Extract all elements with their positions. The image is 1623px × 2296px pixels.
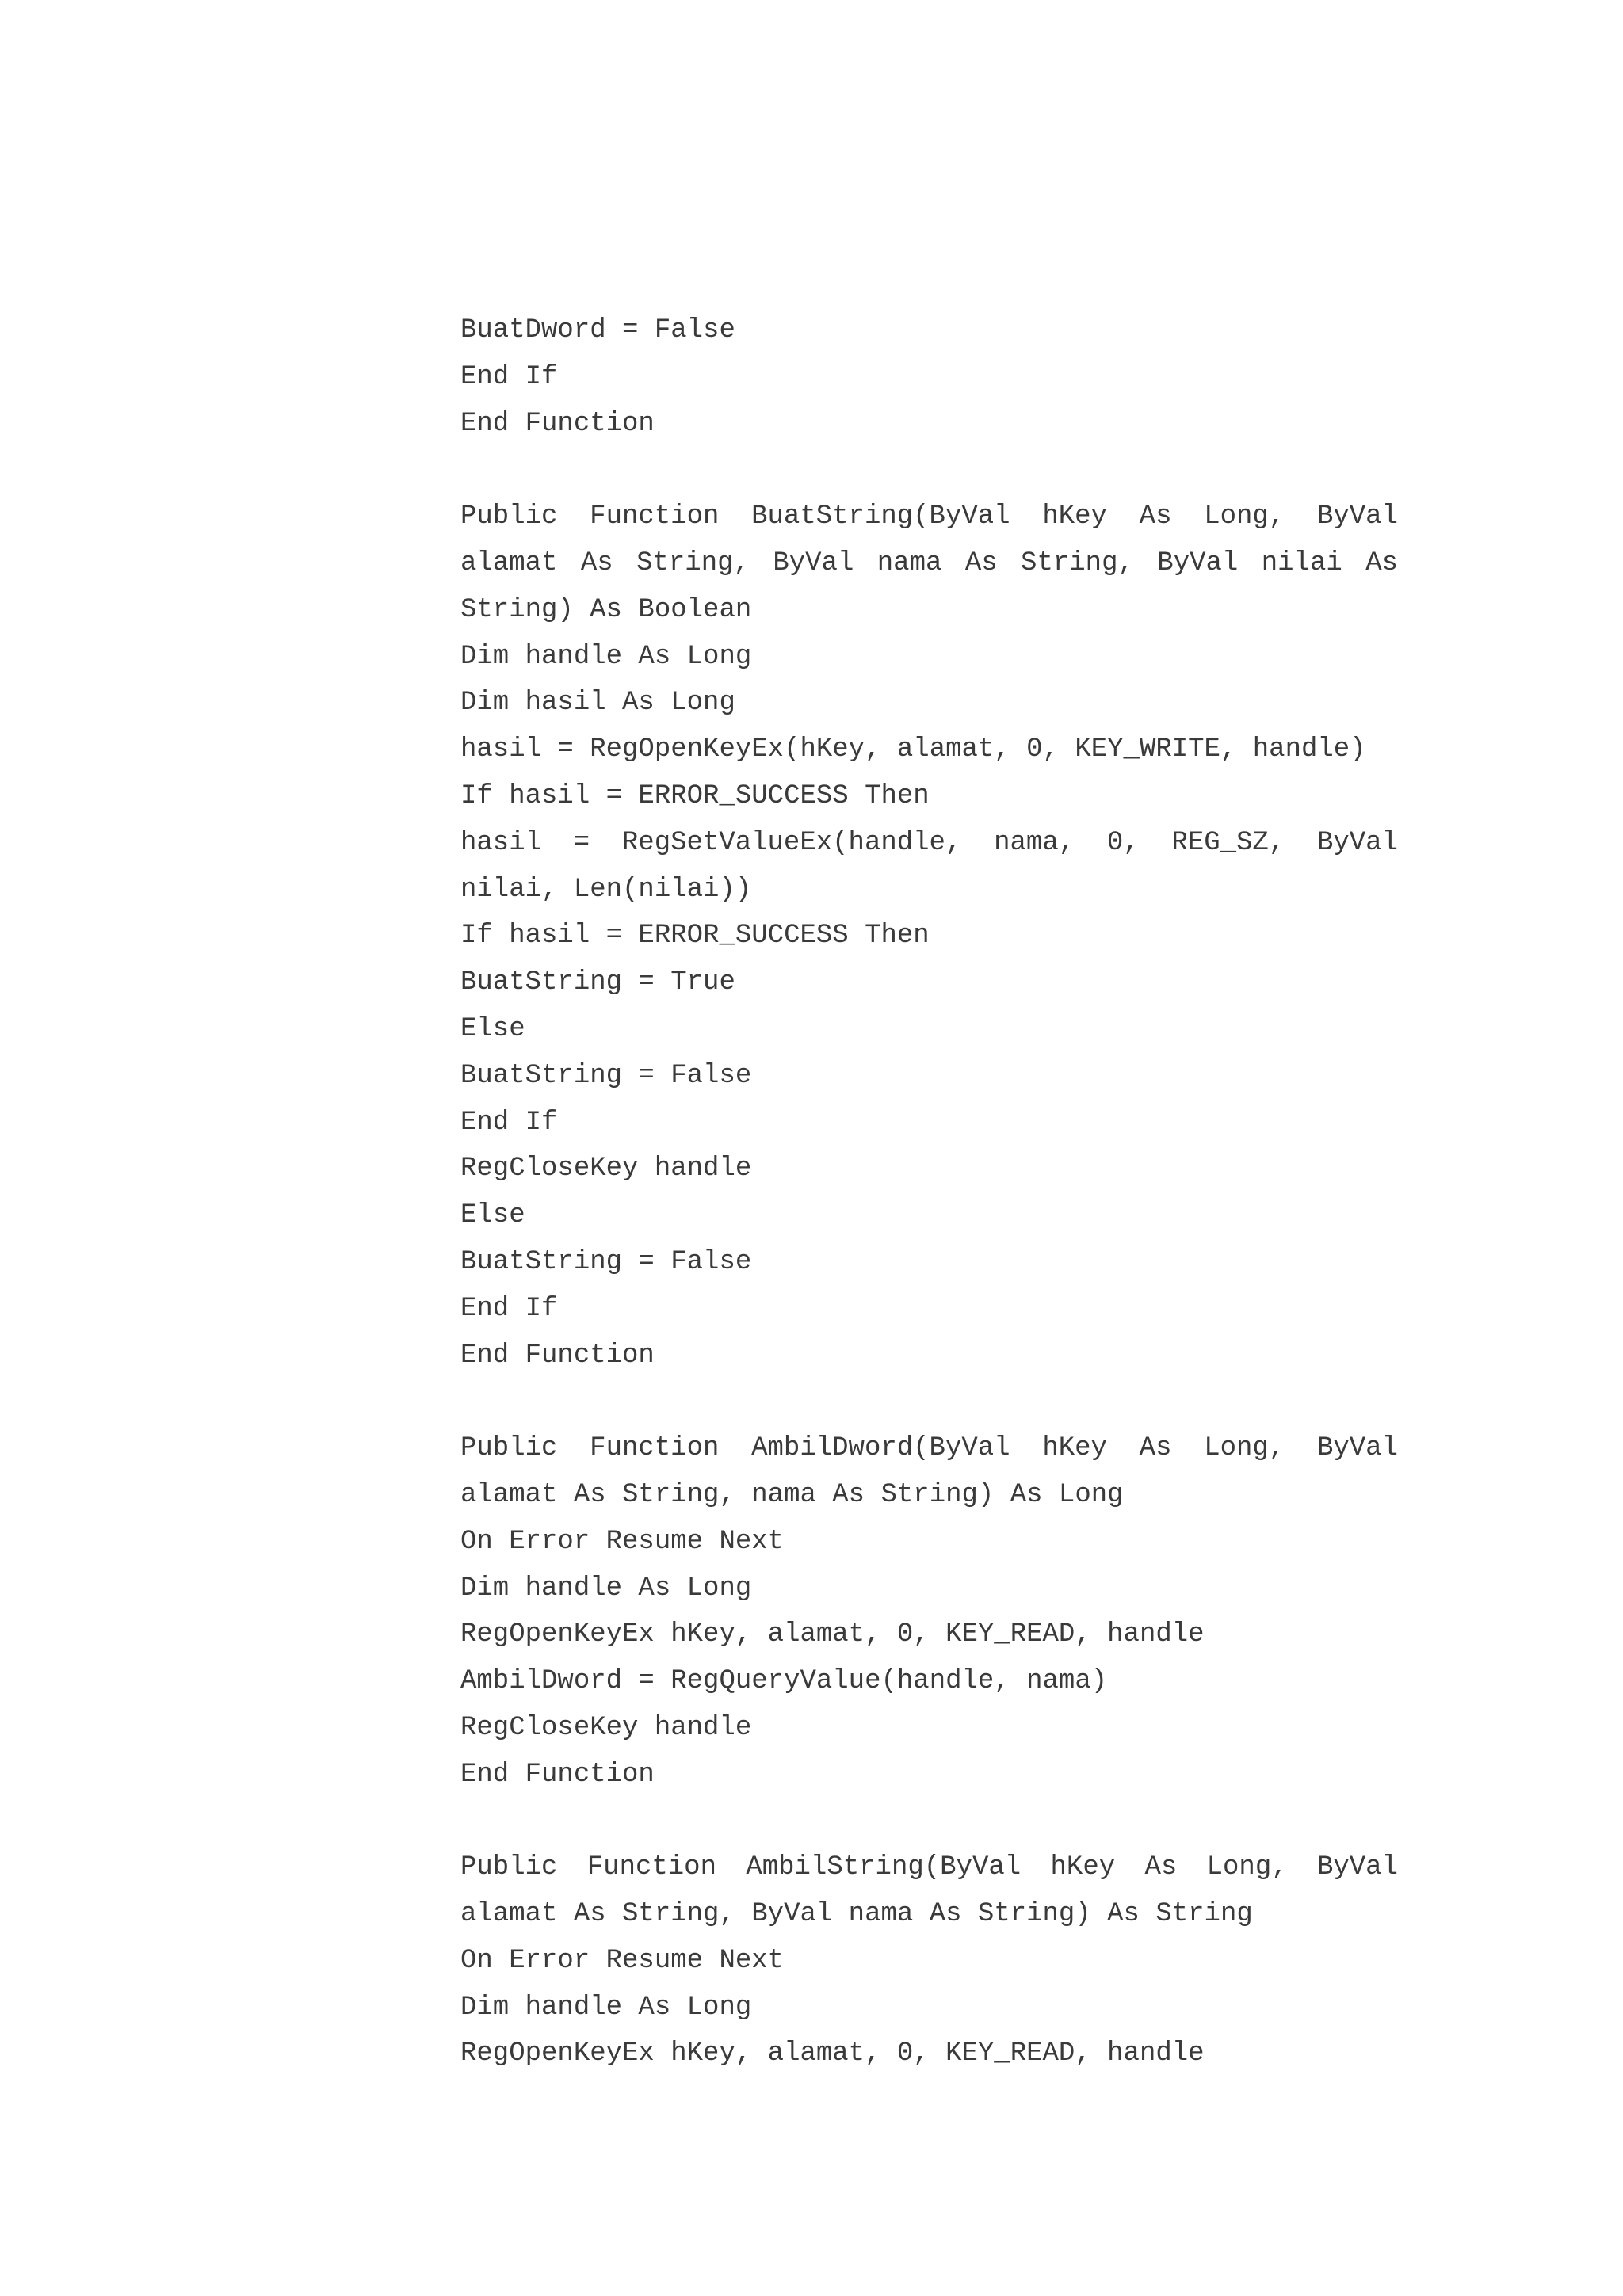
- code-line: On Error Resume Next: [460, 1945, 785, 1976]
- code-line: Dim handle As Long: [460, 1573, 752, 1604]
- code-line: RegCloseKey handle: [460, 1154, 752, 1184]
- code-line: End If: [460, 361, 558, 392]
- code-line: If hasil = ERROR_SUCCESS Then: [460, 921, 930, 952]
- code-line: End If: [460, 1293, 558, 1324]
- code-line: nilai, Len(nilai)): [460, 874, 752, 905]
- code-line: hasil = RegSetValueEx(handle, nama, 0, REG_SZ, ByVal: [460, 827, 1398, 858]
- code-line: BuatString = False: [460, 1060, 752, 1091]
- code-line: AmbilDword = RegQueryValue(handle, nama): [460, 1666, 1108, 1697]
- code-line: BuatDword = False: [460, 315, 735, 345]
- code-line: End Function: [460, 1759, 655, 1790]
- code-line: Public Function AmbilString(ByVal hKey As Long, ByVal: [460, 1852, 1398, 1883]
- code-line: End If: [460, 1107, 558, 1138]
- code-line: Dim handle As Long: [460, 1992, 752, 2023]
- code-line: RegOpenKeyEx hKey, alamat, 0, KEY_READ, handle: [460, 1619, 1205, 1650]
- code-line: BuatString = False: [460, 1246, 752, 1277]
- code-line: Public Function AmbilDword(ByVal hKey As Long, ByVal: [460, 1433, 1398, 1464]
- code-line: hasil = RegOpenKeyEx(hKey, alamat, 0, KEY_WRITE, handle): [460, 734, 1366, 765]
- code-line: alamat As String, ByVal nama As String) As String: [460, 1899, 1253, 1930]
- code-line: End Function: [460, 408, 655, 439]
- code-line: alamat As String, ByVal nama As String, ByVal nilai As: [460, 547, 1398, 578]
- code-line: Public Function BuatString(ByVal hKey As Long, ByVal: [460, 502, 1398, 532]
- code-listing: [460, 307, 1398, 2077]
- code-line: On Error Resume Next: [460, 1526, 785, 1557]
- blank-line: [460, 1379, 1398, 1425]
- code-line: If hasil = ERROR_SUCCESS Then: [460, 780, 930, 811]
- code-line: Dim hasil As Long: [460, 688, 735, 719]
- code-line: Dim handle As Long: [460, 641, 752, 672]
- code-line: alamat As String, nama As String) As Long: [460, 1479, 1124, 1510]
- code-line: String) As Boolean: [460, 594, 752, 625]
- blank-line: [460, 447, 1398, 494]
- code-line: RegOpenKeyEx hKey, alamat, 0, KEY_READ, handle: [460, 2039, 1205, 2069]
- code-line: BuatString = True: [460, 967, 735, 998]
- code-line: RegCloseKey handle: [460, 1712, 752, 1743]
- code-line: Else: [460, 1200, 525, 1231]
- blank-line: [460, 1798, 1398, 1845]
- code-line: End Function: [460, 1340, 655, 1371]
- code-line: Else: [460, 1013, 525, 1044]
